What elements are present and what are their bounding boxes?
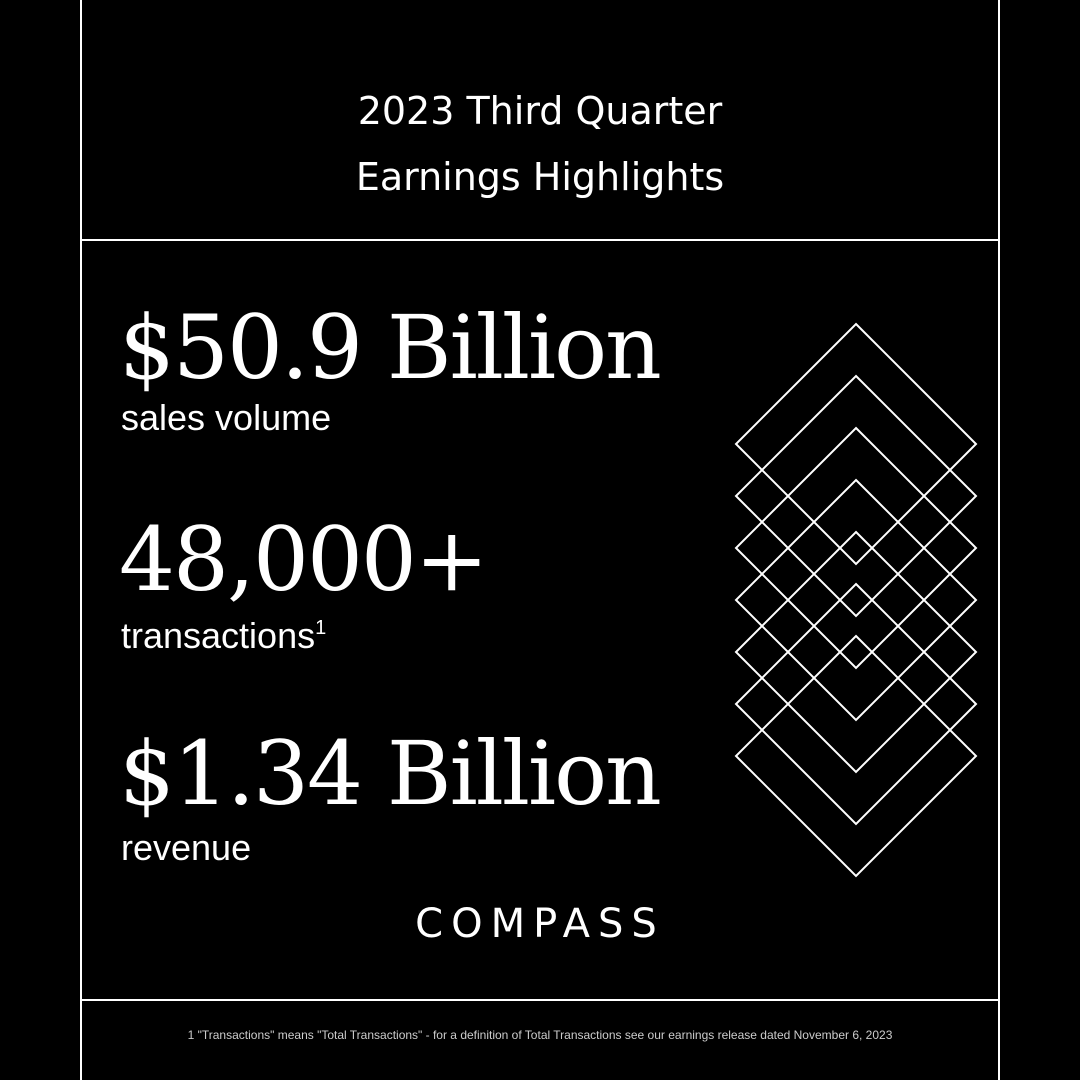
footer-divider (81, 999, 1000, 1001)
footnote-text: 1 "Transactions" means "Total Transactions" - for a definition of Total Transactions see our earnings release dated November 6, 2023 (187, 1028, 893, 1042)
revenue-label: revenue (121, 827, 252, 868)
header-divider (81, 239, 1000, 241)
stacked-diamonds-icon (734, 322, 978, 878)
title-line-1: 2023 Third Quarter (357, 89, 723, 133)
sales-volume-value: $50.9 Billion (119, 296, 660, 399)
footnote-marker: 1 (315, 617, 327, 639)
transactions-label: transactions (121, 615, 316, 656)
revenue-value: $1.34 Billion (119, 722, 660, 825)
sales-volume-label: sales volume (121, 397, 332, 438)
transactions-label-group (121, 616, 326, 656)
compass-logo: COMPASS (415, 901, 665, 947)
transactions-value: 48,000+ (119, 508, 487, 611)
title-line-2: Earnings Highlights (355, 155, 725, 199)
page-title (0, 78, 1080, 210)
